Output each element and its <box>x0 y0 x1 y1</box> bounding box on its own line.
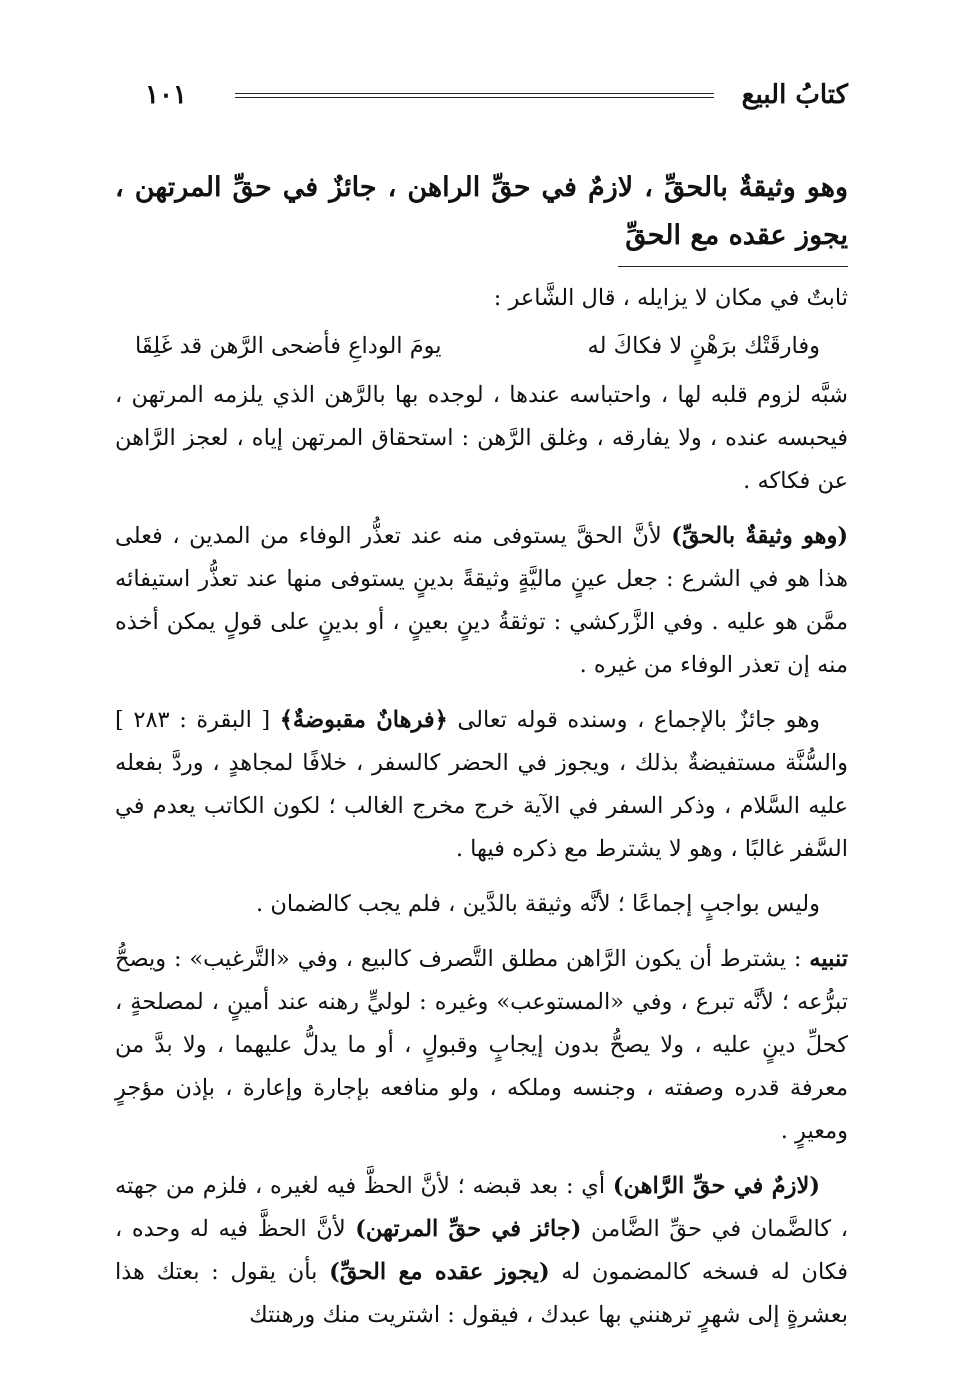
commentary-text: أي : بعد قبضه ؛ لأنَّ الحظَّ فيه لغيره ، فلزم من جهته ، كالضَّمان في حقِّ الضَّامن <box>115 1173 848 1242</box>
paragraph-6 <box>115 938 848 1153</box>
matn-divider <box>618 266 848 267</box>
page-header <box>115 70 848 120</box>
verse-second-hemistich: يومَ الوداعِ فأضحى الرَّهن قد غَلِقَا <box>135 333 442 359</box>
commentary-text: : يشترط أن يكون الرَّاهن مطلق التَّصرف كالبيع ، وفي «التَّرغيب» : ويصحُّ تبرُّعه ؛ لأنَّه تبرع ، وفي «المستوعب» وغيره : لوليٍّ رهنه عند أمينٍ ، لمصلحةٍ ، كحلِّ دينٍ عليه ، ولا يصحُّ بدون إيجابٍ وقبولٍ ، أو ما يدلُّ عليهما ، ولا بدَّ من معرفة قدره وصفته ، وجنسه وملكه ، ولو منافعه بإجارة وإعارة ، بإذن مؤجرٍ ومعيرٍ . <box>115 946 848 1144</box>
note-label: تنبيه <box>809 946 848 972</box>
commentary-text: لأنَّ الحظَّ فيه له وحده ، فكان له فسخه كالمضمون له <box>115 1216 848 1285</box>
page-number: ١٠١ <box>145 80 187 110</box>
commentary-text: بأن يقول : بعتك هذا بعشرةٍ إلى شهرٍ ترهنني بها عبدك ، فيقول : اشتريت منك ورهنتك <box>115 1259 848 1328</box>
paragraph-7 <box>115 1165 848 1337</box>
paragraph-1: ثابتٌ في مكان لا يزايله ، قال الشَّاعر : <box>493 285 848 311</box>
header-rule <box>235 93 714 98</box>
paragraph-3 <box>115 515 848 687</box>
running-title: كتابُ البيع <box>741 80 848 110</box>
matn-quote: (وهو وثيقةٌ بالحقِّ) <box>671 523 848 549</box>
commentary-text: لأنَّ الحقَّ يستوفى منه عند تعذُّر الوفاء من المدين ، فعلى هذا هو في الشرع : جعل عينٍ ماليَّةٍ وثيقةً بدينٍ يستوفى منها عند تعذُّر استيفائه ممَّن هو عليه . وفي الزَّركشي : توثقةُ دينٍ بعينٍ ، أو بدينٍ على قولٍ يمكن أخذه منه إن تعذر الوفاء من غيره . <box>115 523 848 678</box>
paragraph-4 <box>115 699 848 871</box>
matn-quote: (جائز في حقِّ المرتهن) <box>355 1216 582 1242</box>
poetry-verse <box>115 322 848 370</box>
quran-verse: ﴿فرهانٌ مقبوضةٌ﴾ <box>279 707 448 733</box>
paragraph-2: شبَّه لزوم قلبه لها ، واحتباسه عندها ، لوجده بها بالرَّهن الذي يلزمه المرتهن ، فيحبسه عنده ، ولا يفارقه ، وغلق الرَّهن : استحقاق المرتهن إياه ، لعجز الرَّاهن عن فكاكه . <box>115 382 848 494</box>
paragraph-5: وليس بواجبٍ إجماعًا ؛ لأنَّه وثيقة بالدَّين ، فلم يجب كالضمان . <box>256 891 820 917</box>
matn-text: وهو وثيقةٌ بالحقِّ ، لازمٌ في حقِّ الراهن ، جائزٌ في حقِّ المرتهن ، يجوز عقده مع الحقِّ <box>115 172 848 251</box>
commentary-text: [ البقرة : ٢٨٣ ] والسُّنَّة مستفيضةٌ بذلك ، ويجوز في الحضر كالسفر ، خلافًا لمجاهدٍ ، وردَّ بفعله عليه السَّلام ، وذكر السفر في الآية خرج مخرج الغالب ؛ لكون الكاتب يعدم في السَّفر غالبًا ، وهو لا يشترط مع ذكره فيها . <box>115 707 848 862</box>
verse-first-hemistich: وفارقَتْك برَهْنٍ لا فكاكَ له <box>587 333 820 359</box>
commentary-text: وهو جائزٌ بالإجماع ، وسنده قوله تعالى <box>447 707 820 733</box>
matn-quote: (يجوز عقده مع الحقِّ) <box>329 1259 550 1285</box>
matn-quote: (لازمٌ في حقِّ الرَّاهن) <box>612 1173 820 1199</box>
